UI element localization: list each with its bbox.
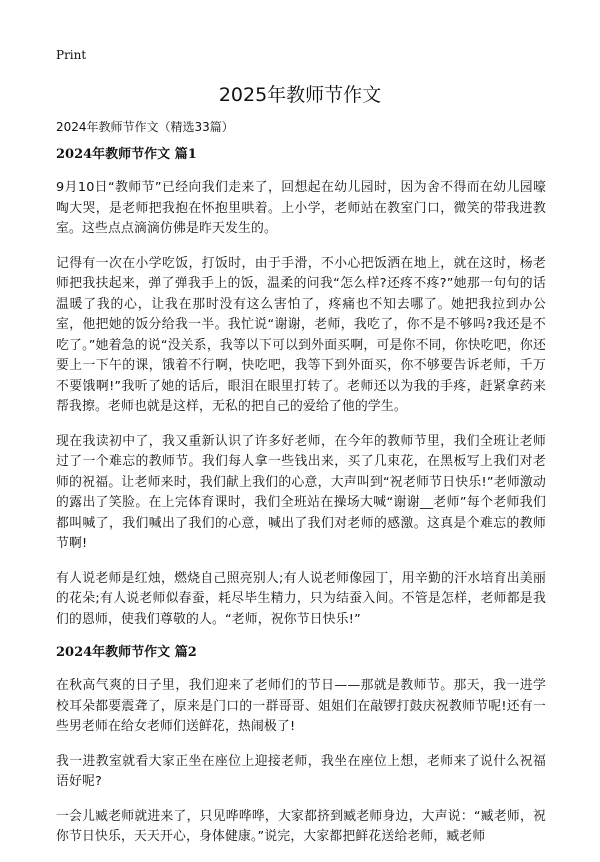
section-heading: 2024年教师节作文 篇2 xyxy=(56,645,197,660)
paragraph: 在秋高气爽的日子里，我们迎来了老师们的节日——那就是教师节。那天，我一进学校耳朵都要震聋了，原来是门口的一群哥哥、姐姐们在敲锣打鼓庆祝教师节呢!还有一些男老师在给女老师们送鲜花，热闹极了! xyxy=(56,678,546,734)
paragraph: 一会儿臧老师就进来了，只见哗哗哗，大家都挤到臧老师身边，大声说：“臧老师，祝你节日快乐，天天开心，身体健康。”说完，大家都把鲜花送给老师，臧老师 xyxy=(56,808,546,844)
document-title: 2025年教师节作文 xyxy=(218,84,382,106)
essay-section-1 xyxy=(56,146,546,630)
essay-section-2 xyxy=(56,644,546,848)
print-label[interactable]: Print xyxy=(56,48,87,62)
paragraph: 有人说老师是红烛，燃烧自己照亮别人;有人说老师像园丁，用辛勤的汗水培育出美丽的花朵;有人说老师似春蚕，耗尽毕生精力，只为结蚕入间。不管是怎样，老师都是我们的恩师，使我们尊敬的人。“老师，祝你节日快乐!” xyxy=(56,570,546,627)
paragraph: 记得有一次在小学吃饭，打饭时，由于手滑，不小心把饭洒在地上，就在这时，杨老师把我扶起来，弹了弹我手上的饭，温柔的问我“怎么样?还疼不疼?”她那一句句的话温暖了我的心，让我在那时没有这么害怕了，疼痛也不知去哪了。她把我拉到办公室，他把她的饭分给我一半。我忙说“谢谢，老师，我吃了，你不是不够吗?我还是不吃了。”她着急的说“没关系，我等以下可以到外面买啊，可是你不同，你快吃吧，你还要上一下午的课，饿着不行啊，快吃吧，我等下到外面买，你不够要告诉老师，千万不要饿啊!”我听了她的话后，眼泪在眼里打转了。老师还以为我的手疼，赶紧拿药来帮我擦。老师也就是这样，无私的把自己的爱给了他的学生。 xyxy=(56,255,546,414)
document-body xyxy=(56,146,546,862)
paragraph: 现在我读初中了，我又重新认识了许多好老师，在今年的教师节里，我们全班让老师过了一个难忘的教师节。我们每人拿一些钱出来，买了几束花，在黑板写上我们对老师的祝福。让老师来时，我们献上我们的心意，大声叫到“祝老师节日快乐!”老师激动的露出了笑脸。在上完体育课时，我们全班站在操场大喊“谢谢__老师”每个老师我们都叫喊了，我们喊出了我们的心意，喊出了我们对老师的感激。这真是个难忘的教师节啊! xyxy=(56,433,546,551)
section-heading: 2024年教师节作文 篇1 xyxy=(56,147,197,162)
paragraph: 我一进教室就看大家正坐在座位上迎接老师，我坐在座位上想，老师来了说什么祝福语好呢? xyxy=(56,753,546,789)
paragraph: 9月10日“教师节”已经向我们走来了，回想起在幼儿园时，因为舍不得而在幼儿园嚎啕大哭，是老师把我抱在怀抱里哄着。上小学，老师站在教室门口，微笑的带我进教室。这些点点滴滴仿佛是昨天发生的。 xyxy=(56,180,546,236)
document-subtitle: 2024年教师节作文（精选33篇） xyxy=(56,120,234,134)
